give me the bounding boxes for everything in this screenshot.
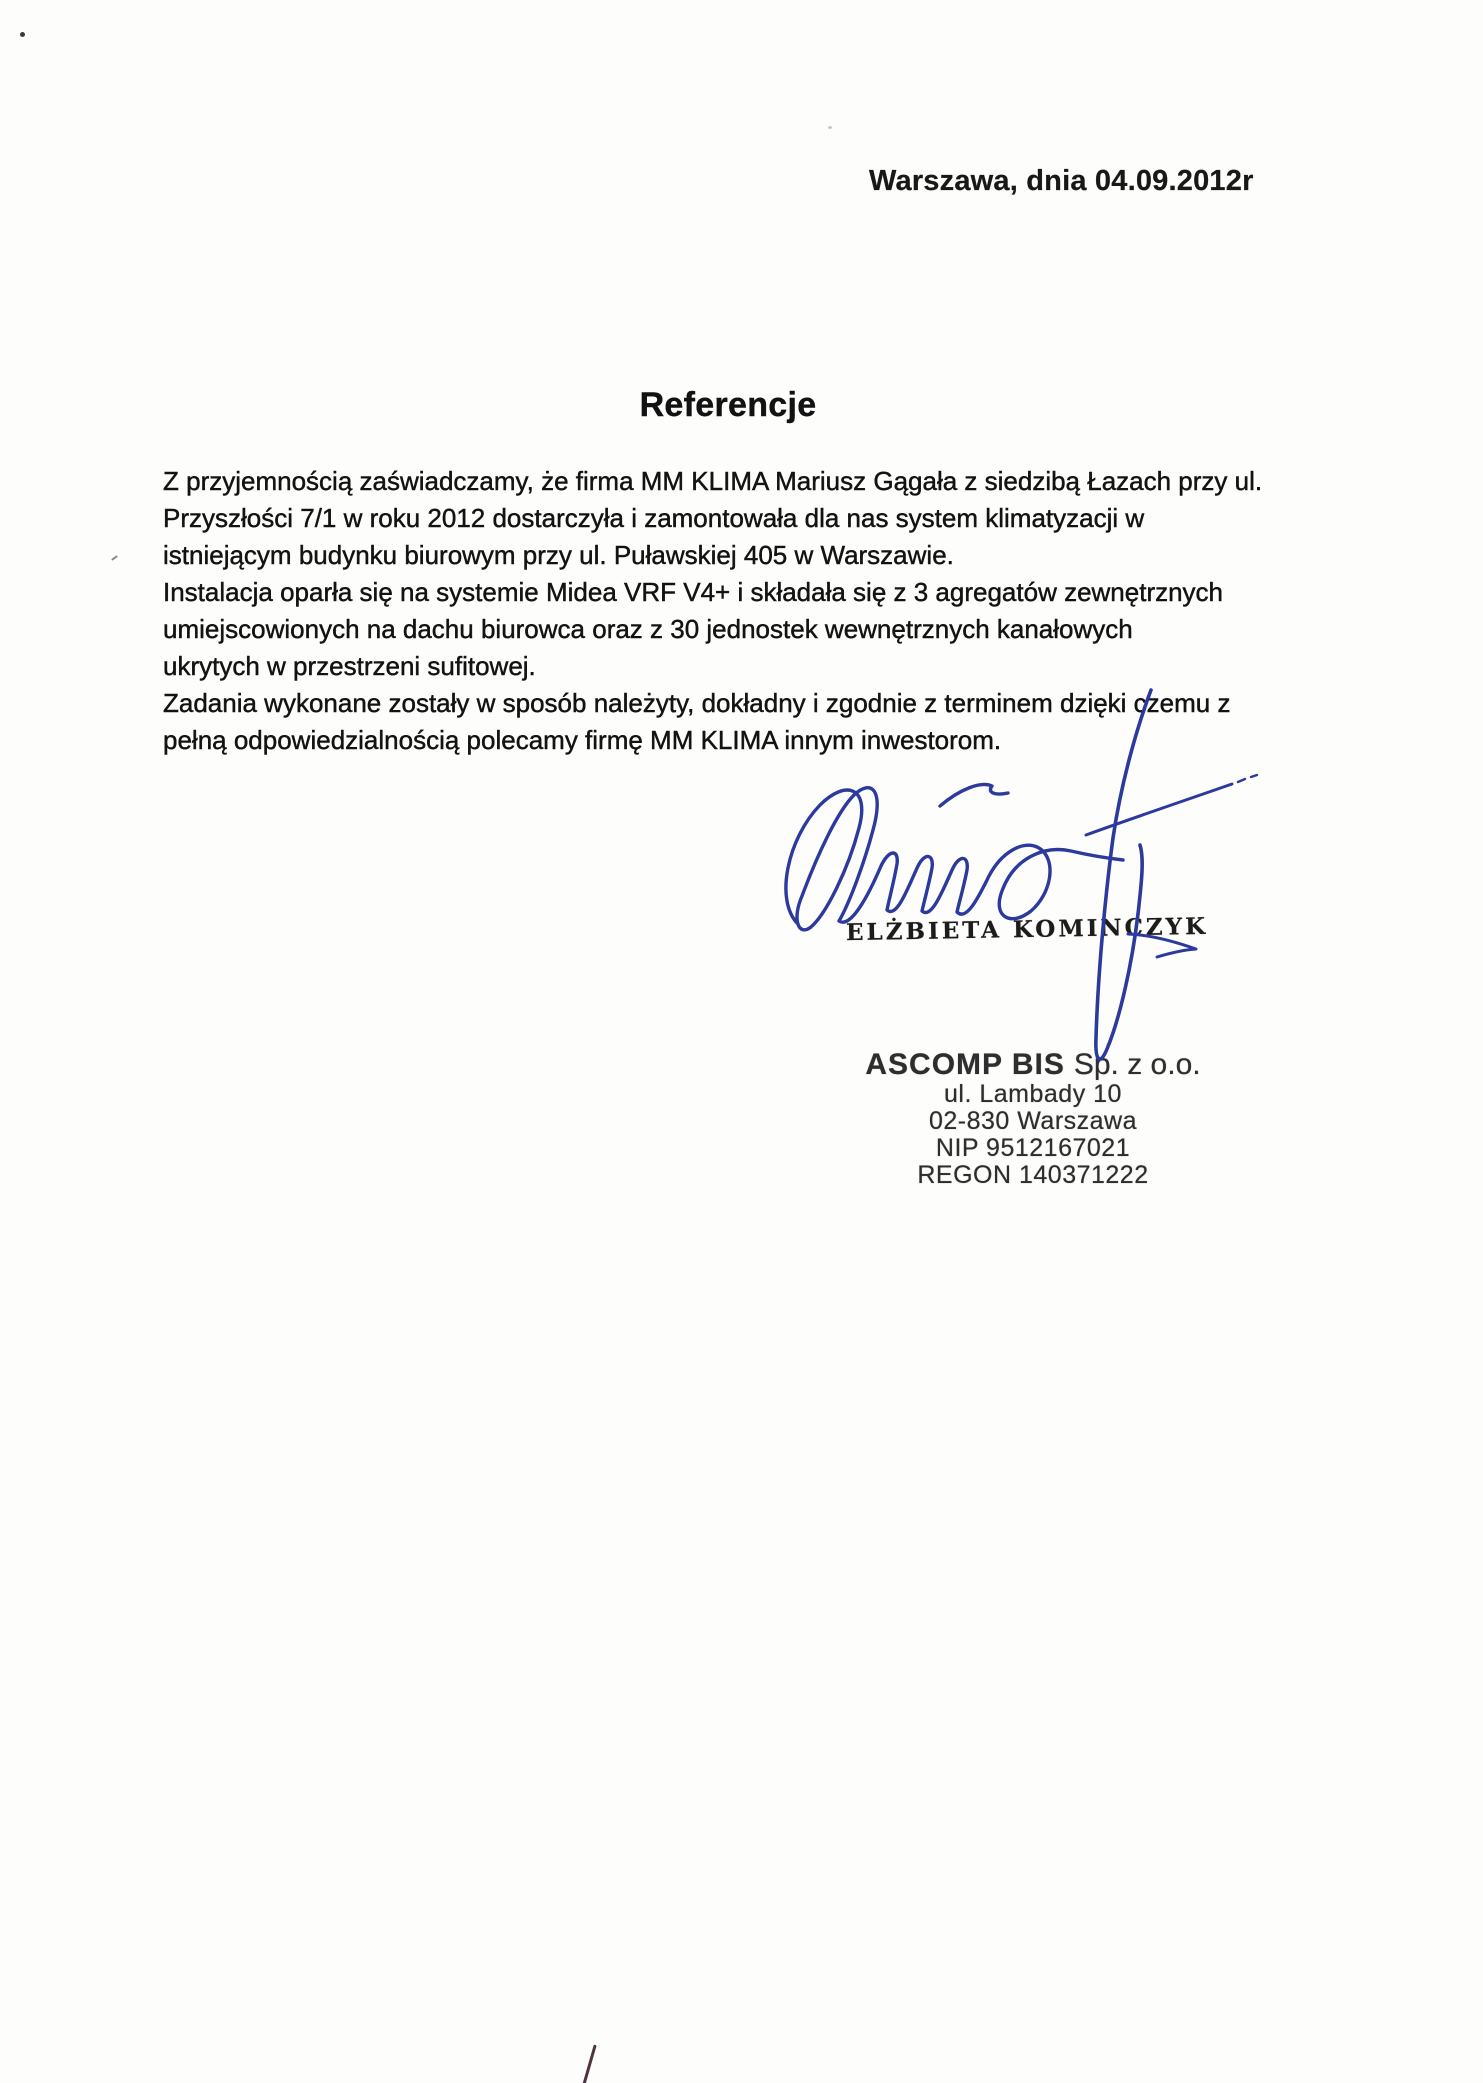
body-line: Zadania wykonane zostały w sposób należyty, dokładny i zgodnie z terminem dzięki czemu z xyxy=(163,688,1231,718)
body-line: Instalacja oparła się na systemie Midea VRF V4+ i składała się z 3 agregatów zewnętrznych xyxy=(163,577,1224,607)
body-line: Przyszłości 7/1 w roku 2012 dostarczyła i zamontowała dla nas system klimatyzacji w xyxy=(163,503,1145,533)
body-line: Z przyjemnością zaświadczamy, że firma MM KLIMA Mariusz Gągała z siedzibą Łazach przy ul. xyxy=(163,466,1263,496)
letter-body xyxy=(163,463,1343,759)
body-line: istniejącym budynku biurowym przy ul. Puławskiej 405 w Warszawie. xyxy=(163,540,954,570)
company-stamp-regon: REGON 140371222 xyxy=(917,1161,1149,1189)
ink-stroke xyxy=(1238,775,1257,782)
ink-stroke xyxy=(940,785,1008,806)
scan-artifact-mark xyxy=(111,555,118,561)
body-line: ukrytych w przestrzeni sufitowej. xyxy=(163,651,536,681)
signer-name-stamp: ELŻBIETA KOMINCZYK xyxy=(845,912,1209,947)
ink-stroke xyxy=(786,788,1123,930)
company-stamp-nip: NIP 9512167021 xyxy=(935,1134,1131,1162)
company-stamp-name-line xyxy=(823,1048,1243,1081)
body-line: pełną odpowiedzialnością polecamy firmę MM KLIMA innym inwestorom. xyxy=(163,725,1002,755)
company-stamp-city: 02-830 Warszawa xyxy=(928,1107,1138,1135)
company-stamp xyxy=(823,1048,1243,1189)
letter-title: Referencje xyxy=(639,386,817,424)
company-stamp-name: ASCOMP BIS xyxy=(865,1048,1065,1081)
company-stamp-address: ul. Lambady 10 xyxy=(944,1080,1122,1108)
scan-artifact-slash xyxy=(582,2044,596,2083)
scan-artifact-dot xyxy=(20,32,25,37)
company-stamp-legal-suffix: Sp. z o.o. xyxy=(1073,1048,1201,1081)
date-line: Warszawa, dnia 04.09.2012r xyxy=(869,165,1254,197)
ink-stroke xyxy=(1086,784,1232,835)
scan-artifact-dot xyxy=(828,126,832,129)
body-line: umiejscowionych na dachu biurowca oraz z 30 jednostek wewnętrznych kanałowych xyxy=(163,614,1133,644)
